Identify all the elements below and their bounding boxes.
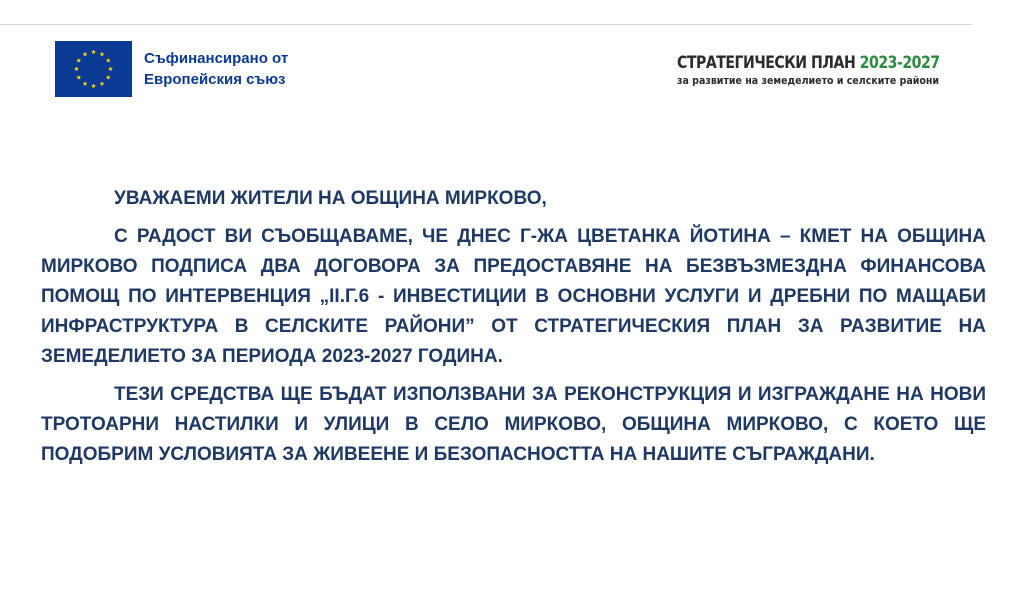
letter-paragraph-2: ТЕЗИ СРЕДСТВА ЩЕ БЪДАТ ИЗПОЛЗВАНИ ЗА РЕКОНСТРУКЦИЯ И ИЗГРАЖДАНЕ НА НОВИ ТРОТОАРНИ НАСТИЛКИ И УЛИЦИ В СЕЛО МИРКОВО, ОБЩИНА МИРКОВО, С КОЕТО ЩЕ ПОДОБРИМ УСЛОВИЯТА ЗА ЖИВЕЕНЕ И БЕЗОПАСНОСТТА НА НАШИТЕ СЪГРАЖДАНИ. <box>41 384 986 465</box>
strategic-plan-years: 2023-2027 <box>859 53 940 73</box>
eu-star-icon <box>100 52 105 57</box>
eu-star-icon <box>91 49 96 54</box>
eu-logo-line1: Съфинансирано от <box>144 50 289 67</box>
announcement-letter <box>41 184 986 478</box>
eu-star-icon <box>74 66 79 71</box>
eu-star-icon <box>91 83 96 88</box>
eu-star-icon <box>76 75 81 80</box>
letter-greeting: УВАЖАЕМИ ЖИТЕЛИ НА ОБЩИНА МИРКОВО, <box>114 188 547 209</box>
eu-cofunded-logo <box>55 41 288 97</box>
strategic-plan-title-text: СТРАТЕГИЧЕСКИ ПЛАН <box>677 53 856 73</box>
eu-flag-icon <box>55 41 132 97</box>
eu-star-icon <box>76 58 81 63</box>
eu-logo-line2: Европейския съюз <box>144 71 286 88</box>
eu-star-icon <box>108 66 113 71</box>
eu-logo-text <box>144 48 288 90</box>
strategic-plan-title <box>677 52 940 74</box>
header-divider <box>0 24 972 25</box>
eu-star-icon <box>106 58 111 63</box>
strategic-plan-subtitle: за развитие на земеделието и селските райони <box>677 74 940 87</box>
eu-star-icon <box>83 52 88 57</box>
strategic-plan-logo <box>677 52 940 88</box>
eu-star-icon <box>83 81 88 86</box>
letter-paragraph-1: С РАДОСТ ВИ СЪОБЩАВАМЕ, ЧЕ ДНЕС Г-ЖА ЦВЕТАНКА ЙОТИНА – КМЕТ НА ОБЩИНА МИРКОВО ПОДПИСА ДВА ДОГОВОРА ЗА ПРЕДОСТАВЯНЕ НА БЕЗВЪЗМЕЗДНА ФИНАНСОВА ПОМОЩ ПО ИНТЕРВЕНЦИЯ „II.Г.6 - ИНВЕСТИЦИИ В ОСНОВНИ УСЛУГИ И ДРЕБНИ ПО МАЩАБИ ИНФРАСТРУКТУРА В СЕЛСКИТЕ РАЙОНИ” ОТ СТРАТЕГИЧЕСКИЯ ПЛАН ЗА РАЗВИТИЕ НА ЗЕМЕДЕЛИЕТО ЗА ПЕРИОДА 2023-2027 ГОДИНА. <box>41 226 986 367</box>
eu-star-icon <box>100 81 105 86</box>
eu-star-icon <box>106 75 111 80</box>
